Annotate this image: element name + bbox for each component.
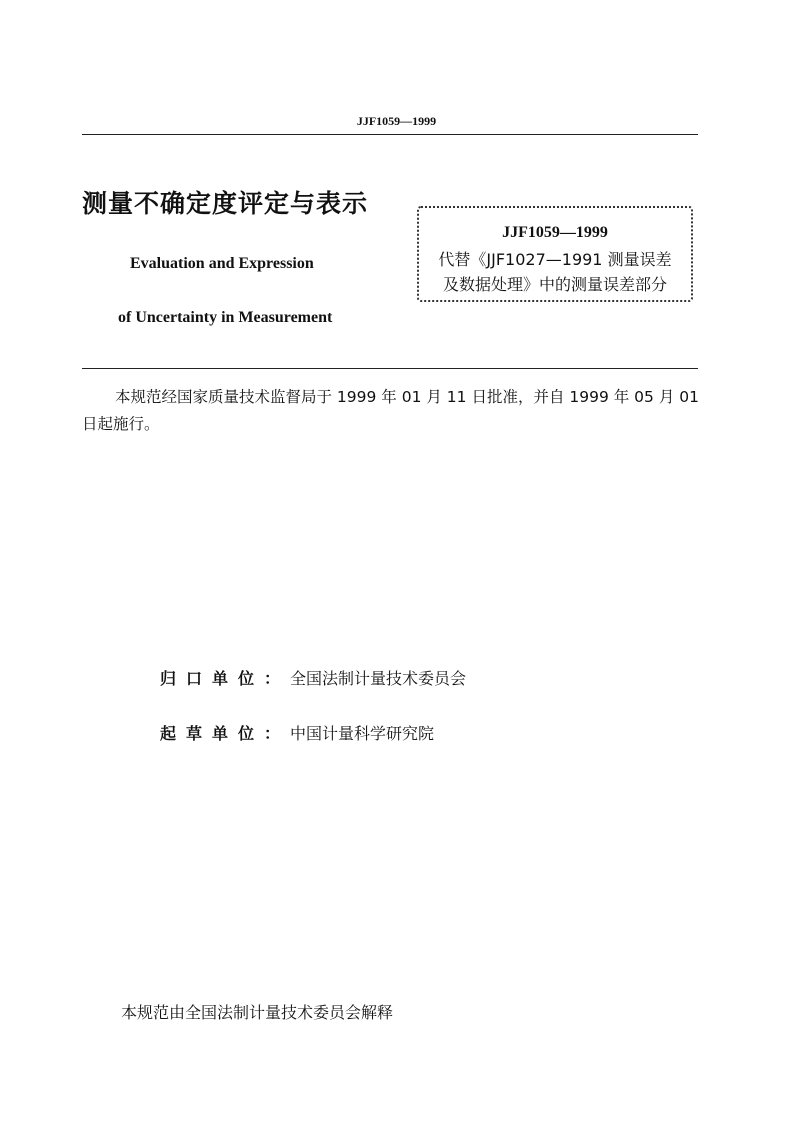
title-english-line2: of Uncertainty in Measurement xyxy=(118,309,333,326)
approval-text: 本规范经国家质量技术监督局于 1999 年 01 月 11 日批准，并自 1999 年 05 月 01 日起施行。 xyxy=(82,388,699,433)
document-code-header: JJF1059—1999 xyxy=(356,114,437,128)
section-rule xyxy=(82,368,698,369)
drafting-unit-value: 中国计量科学研究院 xyxy=(290,724,435,743)
drafting-unit xyxy=(160,721,434,744)
drafting-unit-label: 起草单位： xyxy=(160,724,291,743)
responsible-unit-label: 归口单位： xyxy=(160,669,291,688)
responsible-unit-value: 全国法制计量技术委员会 xyxy=(290,669,467,688)
replacement-code: JJF1059—1999 xyxy=(502,224,608,241)
interpretation-note: 本规范由全国法制计量技术委员会解释 xyxy=(121,1003,394,1022)
replacement-line2: 及数据处理》中的测量误差部分 xyxy=(442,275,667,294)
title-chinese: 测量不确定度评定与表示 xyxy=(82,189,369,218)
responsible-unit xyxy=(160,666,466,689)
header-rule xyxy=(82,134,698,135)
replacement-line1: 代替《JJF1027—1991 测量误差 xyxy=(438,250,672,269)
title-english-line1: Evaluation and Expression xyxy=(130,255,314,272)
